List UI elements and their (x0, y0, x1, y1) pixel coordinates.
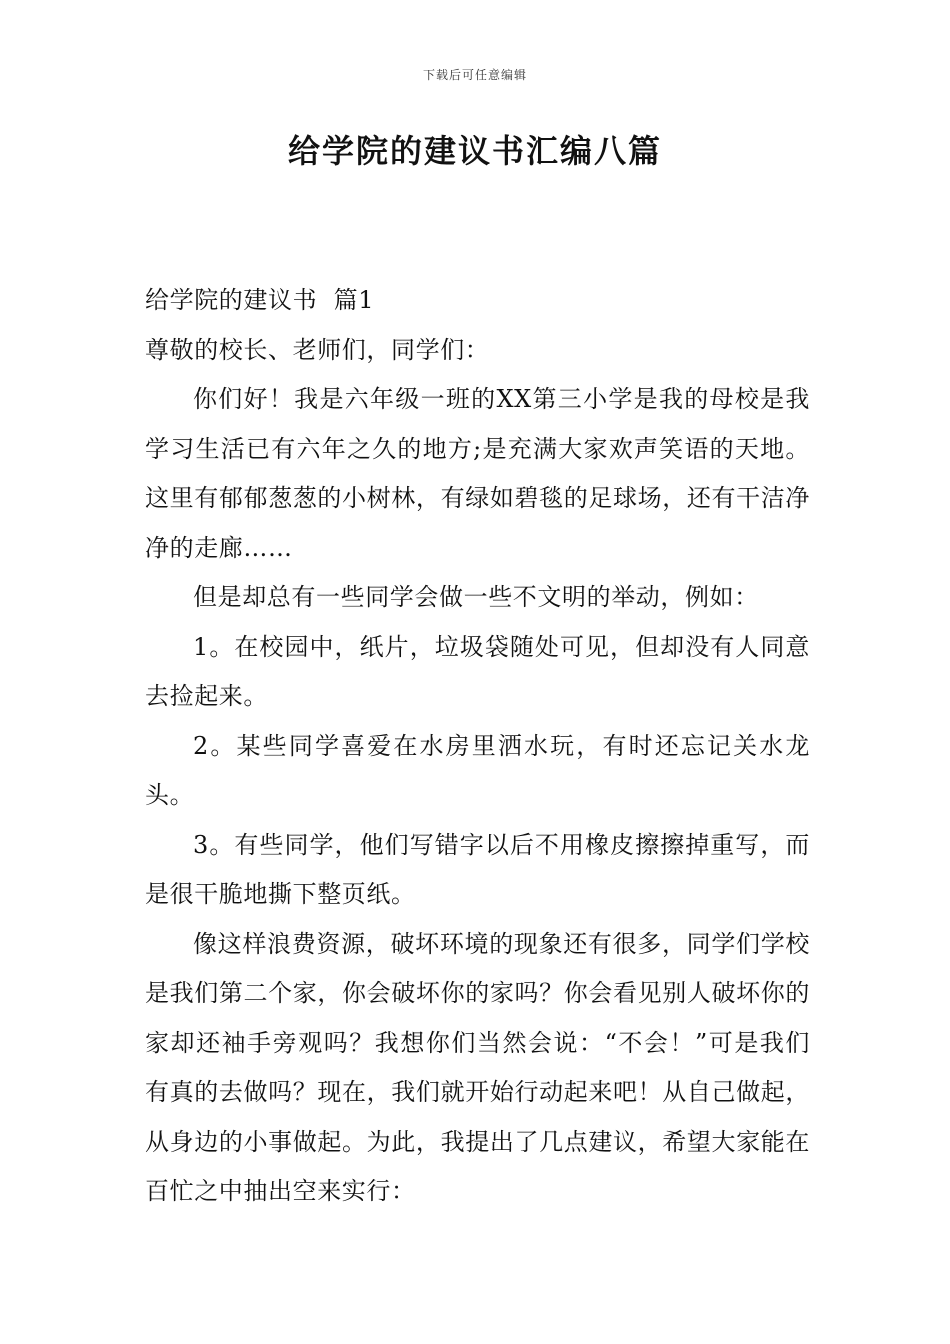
section-heading: 给学院的建议书 篇1 (145, 286, 375, 314)
list-item-2: 2。某些同学喜爱在水房里洒水玩，有时还忘记关水龙头。 (145, 731, 810, 809)
header-note: 下载后可任意编辑 (422, 68, 527, 82)
document-title: 给学院的建议书汇编八篇 (287, 132, 662, 170)
list-item-1: 1。在校园中，纸片，垃圾袋随处可见，但却没有人同意去捡起来。 (145, 632, 810, 710)
paragraph-appeal: 像这样浪费资源，破坏环境的现象还有很多，同学们学校是我们第二个家，你会破坏你的家吗？你会看见别人破坏你的家却还袖手旁观吗？我想你们当然会说：“不会！”可是我们有真的去做吗？现在，我们就开始行动起来吧！从自己做起，从身边的小事做起。为此，我提出了几点建议，希望大家能在百忙之中抽出空来实行： (145, 929, 810, 1205)
list-item-3: 3。有些同学，他们写错字以后不用橡皮擦擦掉重写，而是很干脆地撕下整页纸。 (145, 830, 810, 908)
salutation: 尊敬的校长、老师们，同学们： (145, 335, 490, 364)
paragraph-problem: 但是却总有一些同学会做一些不文明的举动，例如： (193, 583, 759, 611)
paragraph-intro: 你们好！我是六年级一班的XX第三小学是我的母校是我学习生活已有六年之久的地方;是充满大家欢声笑语的天地。这里有郁郁葱葱的小树林，有绿如碧毯的足球场，还有干洁净净的走廊…… (145, 385, 810, 562)
document-body (145, 276, 810, 1217)
